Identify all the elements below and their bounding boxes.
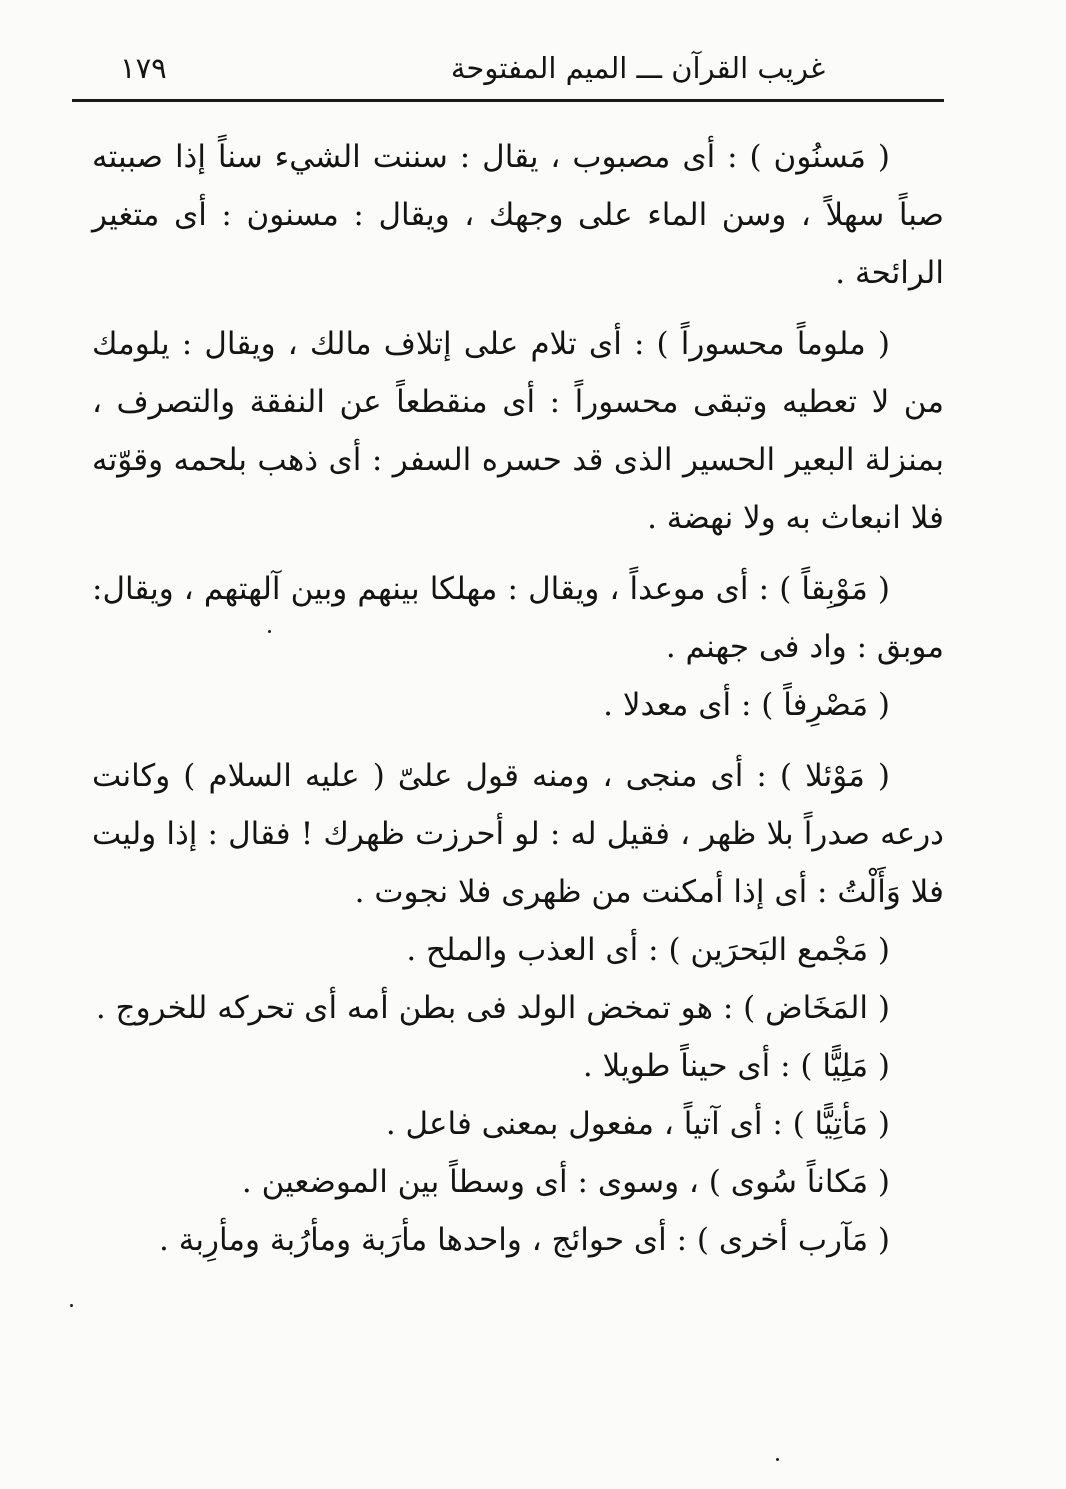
scan-speck [268, 630, 271, 633]
entry-al-makhad: ( المَخَاض ) : هو تمخض الولد فى بطن أمه أى تحركه للخروج . [95, 990, 890, 1026]
entry-matiyya: ( مَأتِيًّا ) : أى آتياً ، مفعول بمعنى فاعل . [385, 1106, 890, 1142]
entry-makanan-suwa: ( مَكاناً سُوى ) ، وسوى : أى وسطاً بين الموضعين . [241, 1164, 890, 1200]
scan-speck [776, 1458, 779, 1461]
entry-majma-al-bahrayn: ( مَجْمع البَحرَين ) : أى العذب والملح . [406, 932, 890, 968]
entry-malum-mahsur: ( ملوماً محسوراً ) : أى تلام على إتلاف مالك ، ويقال : يلومك من لا تعطيه وتبقى محسوراً : أى منقطعاً عن النفقة والتصرف ، بمنزلة البعير الحسير الذى قد حسره السفر : أى ذهب بلحمه وقوّته فلا انبعاث به ولا نهضة . [92, 326, 944, 536]
page-header [72, 44, 944, 102]
running-title: غريب القرآن ـــ الميم المفتوحة [450, 51, 826, 85]
entry-maarib-ukhra: ( مَآرب أخرى ) : أى حوائج ، واحدها مأرَبة ومأرُبة ومأرِبة . [159, 1222, 890, 1258]
entry-masnun: ( مَسنُون ) : أى مصبوب ، يقال : سننت الشيء سناً إذا صببته صباً سهلاً ، وسن الماء على وجهك ، ويقال : مسنون : أى متغير الرائحة . [92, 139, 944, 291]
scan-speck [70, 1304, 73, 1307]
entry-masrif: ( مَصْرِفاً ) : أى معدلا . [603, 687, 890, 723]
glossary-body [92, 128, 944, 1269]
entry-mawil: ( مَوْئلا ) : أى منجى ، ومنه قول علىّ ( عليه السلام ) وكانت درعه صدراً بلا ظهر ، فقيل له : لو أحرزت ظهرك ! فقال : إذا وليت فلا وَأَلْتُ : أى إذا أمكنت من ظهرى فلا نجوت . [92, 758, 944, 910]
entry-mawbiq: ( مَوْبِقاً ) : أى موعداً ، ويقال : مهلكا بينهم وبين آلهتهم ، ويقال: موبق : واد فى جهنم . [92, 571, 944, 665]
page-number: ١٧٩ [120, 51, 167, 85]
header-rule [72, 99, 944, 102]
entry-maliyya: ( مَلِيًّا ) : أى حيناً طويلا . [582, 1048, 890, 1084]
